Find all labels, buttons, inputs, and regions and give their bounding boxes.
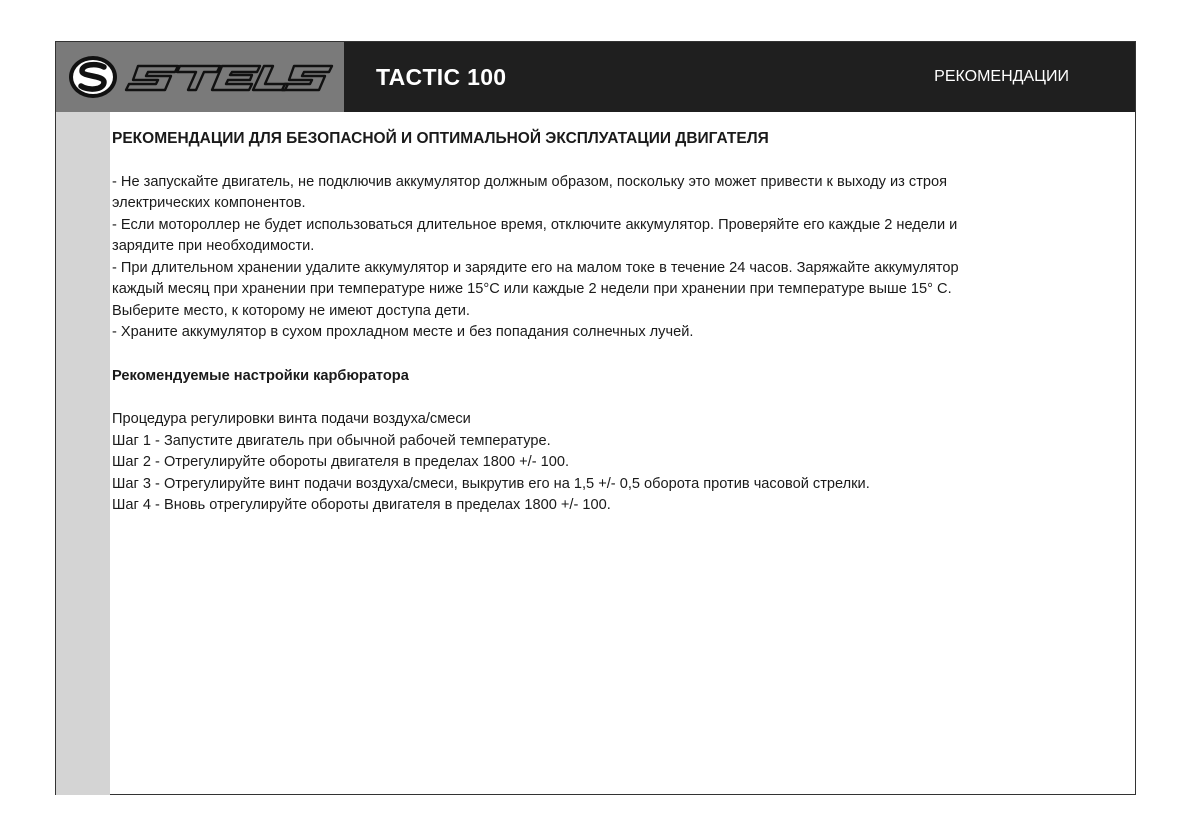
section-label: РЕКОМЕНДАЦИИ	[934, 68, 1069, 85]
procedure-step: Шаг 2 - Отрегулируйте обороты двигателя в пределах 1800 +/- 100.	[112, 454, 570, 470]
page-heading: РЕКОМЕНДАЦИИ ДЛЯ БЕЗОПАСНОЙ И ОПТИМАЛЬНОЙ ЭКСПЛУАТАЦИИ ДВИГАТЕЛЯ	[112, 130, 769, 147]
bullet-item: - Не запускайте двигатель, не подключив аккумулятор должным образом, поскольку это может привести к выходу из строя электрических компонентов.	[112, 173, 948, 211]
bullet-item: - При длительном хранении удалите аккумулятор и зарядите его на малом токе в течение 24 часов. Заряжайте аккумулятор каждый месяц при хранении при температуре ниже 15°C или каждые 2 недели при хранении при температуре выше 15° С. Выберите место, к которому не имеют доступа дети.	[112, 259, 959, 319]
model-title: TACTIC 100	[376, 64, 507, 90]
procedure-title: Процедура регулировки винта подачи воздуха/смеси	[112, 411, 471, 427]
page-header	[56, 42, 1135, 112]
carburetor-subheading: Рекомендуемые настройки карбюратора	[112, 367, 409, 384]
procedure-step: Шаг 4 - Вновь отрегулируйте обороты двигателя в пределах 1800 +/- 100.	[112, 497, 611, 513]
bullet-item: - Храните аккумулятор в сухом прохладном месте и без попадания солнечных лучей.	[112, 324, 694, 340]
procedure-step: Шаг 3 - Отрегулируйте винт подачи воздуха/смеси, выкрутив его на 1,5 +/- 0,5 оборота против часовой стрелки.	[112, 475, 870, 492]
procedure-step: Шаг 1 - Запустите двигатель при обычной рабочей температуре.	[112, 432, 551, 449]
stels-logo-icon	[66, 52, 334, 102]
brand-logo-area	[56, 42, 344, 112]
side-band	[56, 112, 110, 795]
page-content	[112, 128, 992, 517]
bullet-item: - Если мотороллер не будет использоваться длительное время, отключите аккумулятор. Проверяйте его каждые 2 недели и зарядите при необходимости.	[112, 216, 958, 254]
